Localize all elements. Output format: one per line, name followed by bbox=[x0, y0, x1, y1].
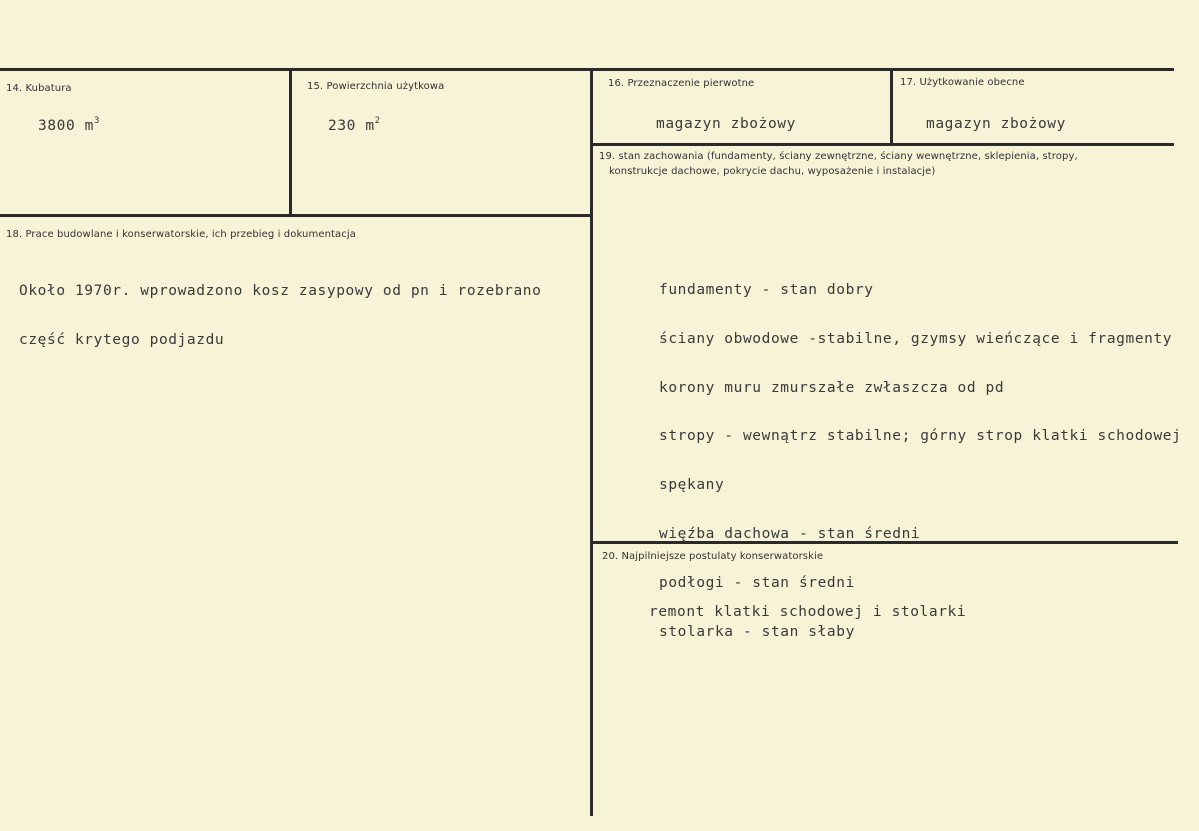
kubatura-exponent: 3 bbox=[93, 116, 101, 126]
przeznaczenie-value: magazyn zbożowy bbox=[656, 116, 796, 132]
stan-label-line-1: 19. stan zachowania (fundamenty, ściany zewnętrzne, ściany wewnętrzne, sklepienia, stropy, bbox=[599, 151, 1078, 162]
uzytkowanie-value: magazyn zbożowy bbox=[926, 116, 1066, 132]
stan-line-3: korony muru zmurszałe zwłaszcza od pd bbox=[659, 379, 1005, 396]
postulaty-label: 20. Najpilniejsze postulaty konserwatorskie bbox=[602, 551, 824, 562]
postulaty-value: remont klatki schodowej i stolarki bbox=[649, 604, 967, 620]
stan-line-6: więźba dachowa - stan średni bbox=[659, 525, 921, 542]
kubatura-label: 14. Kubatura bbox=[6, 83, 72, 94]
powierzchnia-label: 15. Powierzchnia użytkowa bbox=[307, 81, 445, 92]
kubatura-value bbox=[38, 117, 100, 134]
stan-line-1: fundamenty - stan dobry bbox=[659, 282, 874, 298]
prace-text bbox=[19, 251, 541, 381]
stan-line-8: stolarka - stan słaby bbox=[659, 623, 855, 640]
stan-label-line-2: konstrukcje dachowe, pokrycie dachu, wyposażenie i instalacje) bbox=[609, 166, 936, 177]
prace-label: 18. Prace budowlane i konserwatorskie, ich przebieg i dokumentacja bbox=[6, 229, 356, 240]
kubatura-number: 3800 m bbox=[38, 117, 94, 134]
divider-14-15 bbox=[289, 68, 292, 217]
prace-line-1: Około 1970r. wprowadzono kosz zasypowy od pn i rozebrano bbox=[19, 283, 542, 299]
prace-line-2: część krytego podjazdu bbox=[19, 331, 225, 348]
stan-line-5: spękany bbox=[659, 477, 725, 494]
przeznaczenie-label: 16. Przeznaczenie pierwotne bbox=[608, 78, 755, 89]
rule-under-16-17 bbox=[592, 143, 1174, 146]
divider-main bbox=[590, 68, 593, 816]
uzytkowanie-label: 17. Użytkowanie obecne bbox=[900, 77, 1025, 88]
top-rule bbox=[0, 68, 1174, 71]
powierzchnia-number: 230 m bbox=[328, 117, 375, 134]
rule-under-14-15 bbox=[0, 214, 592, 217]
divider-16-17 bbox=[890, 68, 893, 146]
stan-line-2: ściany obwodowe -stabilne, gzymsy wieńczące i fragmenty bbox=[659, 330, 1173, 347]
stan-line-4: stropy - wewnątrz stabilne; górny strop klatki schodowej bbox=[659, 428, 1182, 445]
powierzchnia-value bbox=[328, 117, 381, 134]
powierzchnia-exponent: 2 bbox=[374, 116, 381, 126]
stan-line-7: podłogi - stan średni bbox=[659, 574, 855, 591]
